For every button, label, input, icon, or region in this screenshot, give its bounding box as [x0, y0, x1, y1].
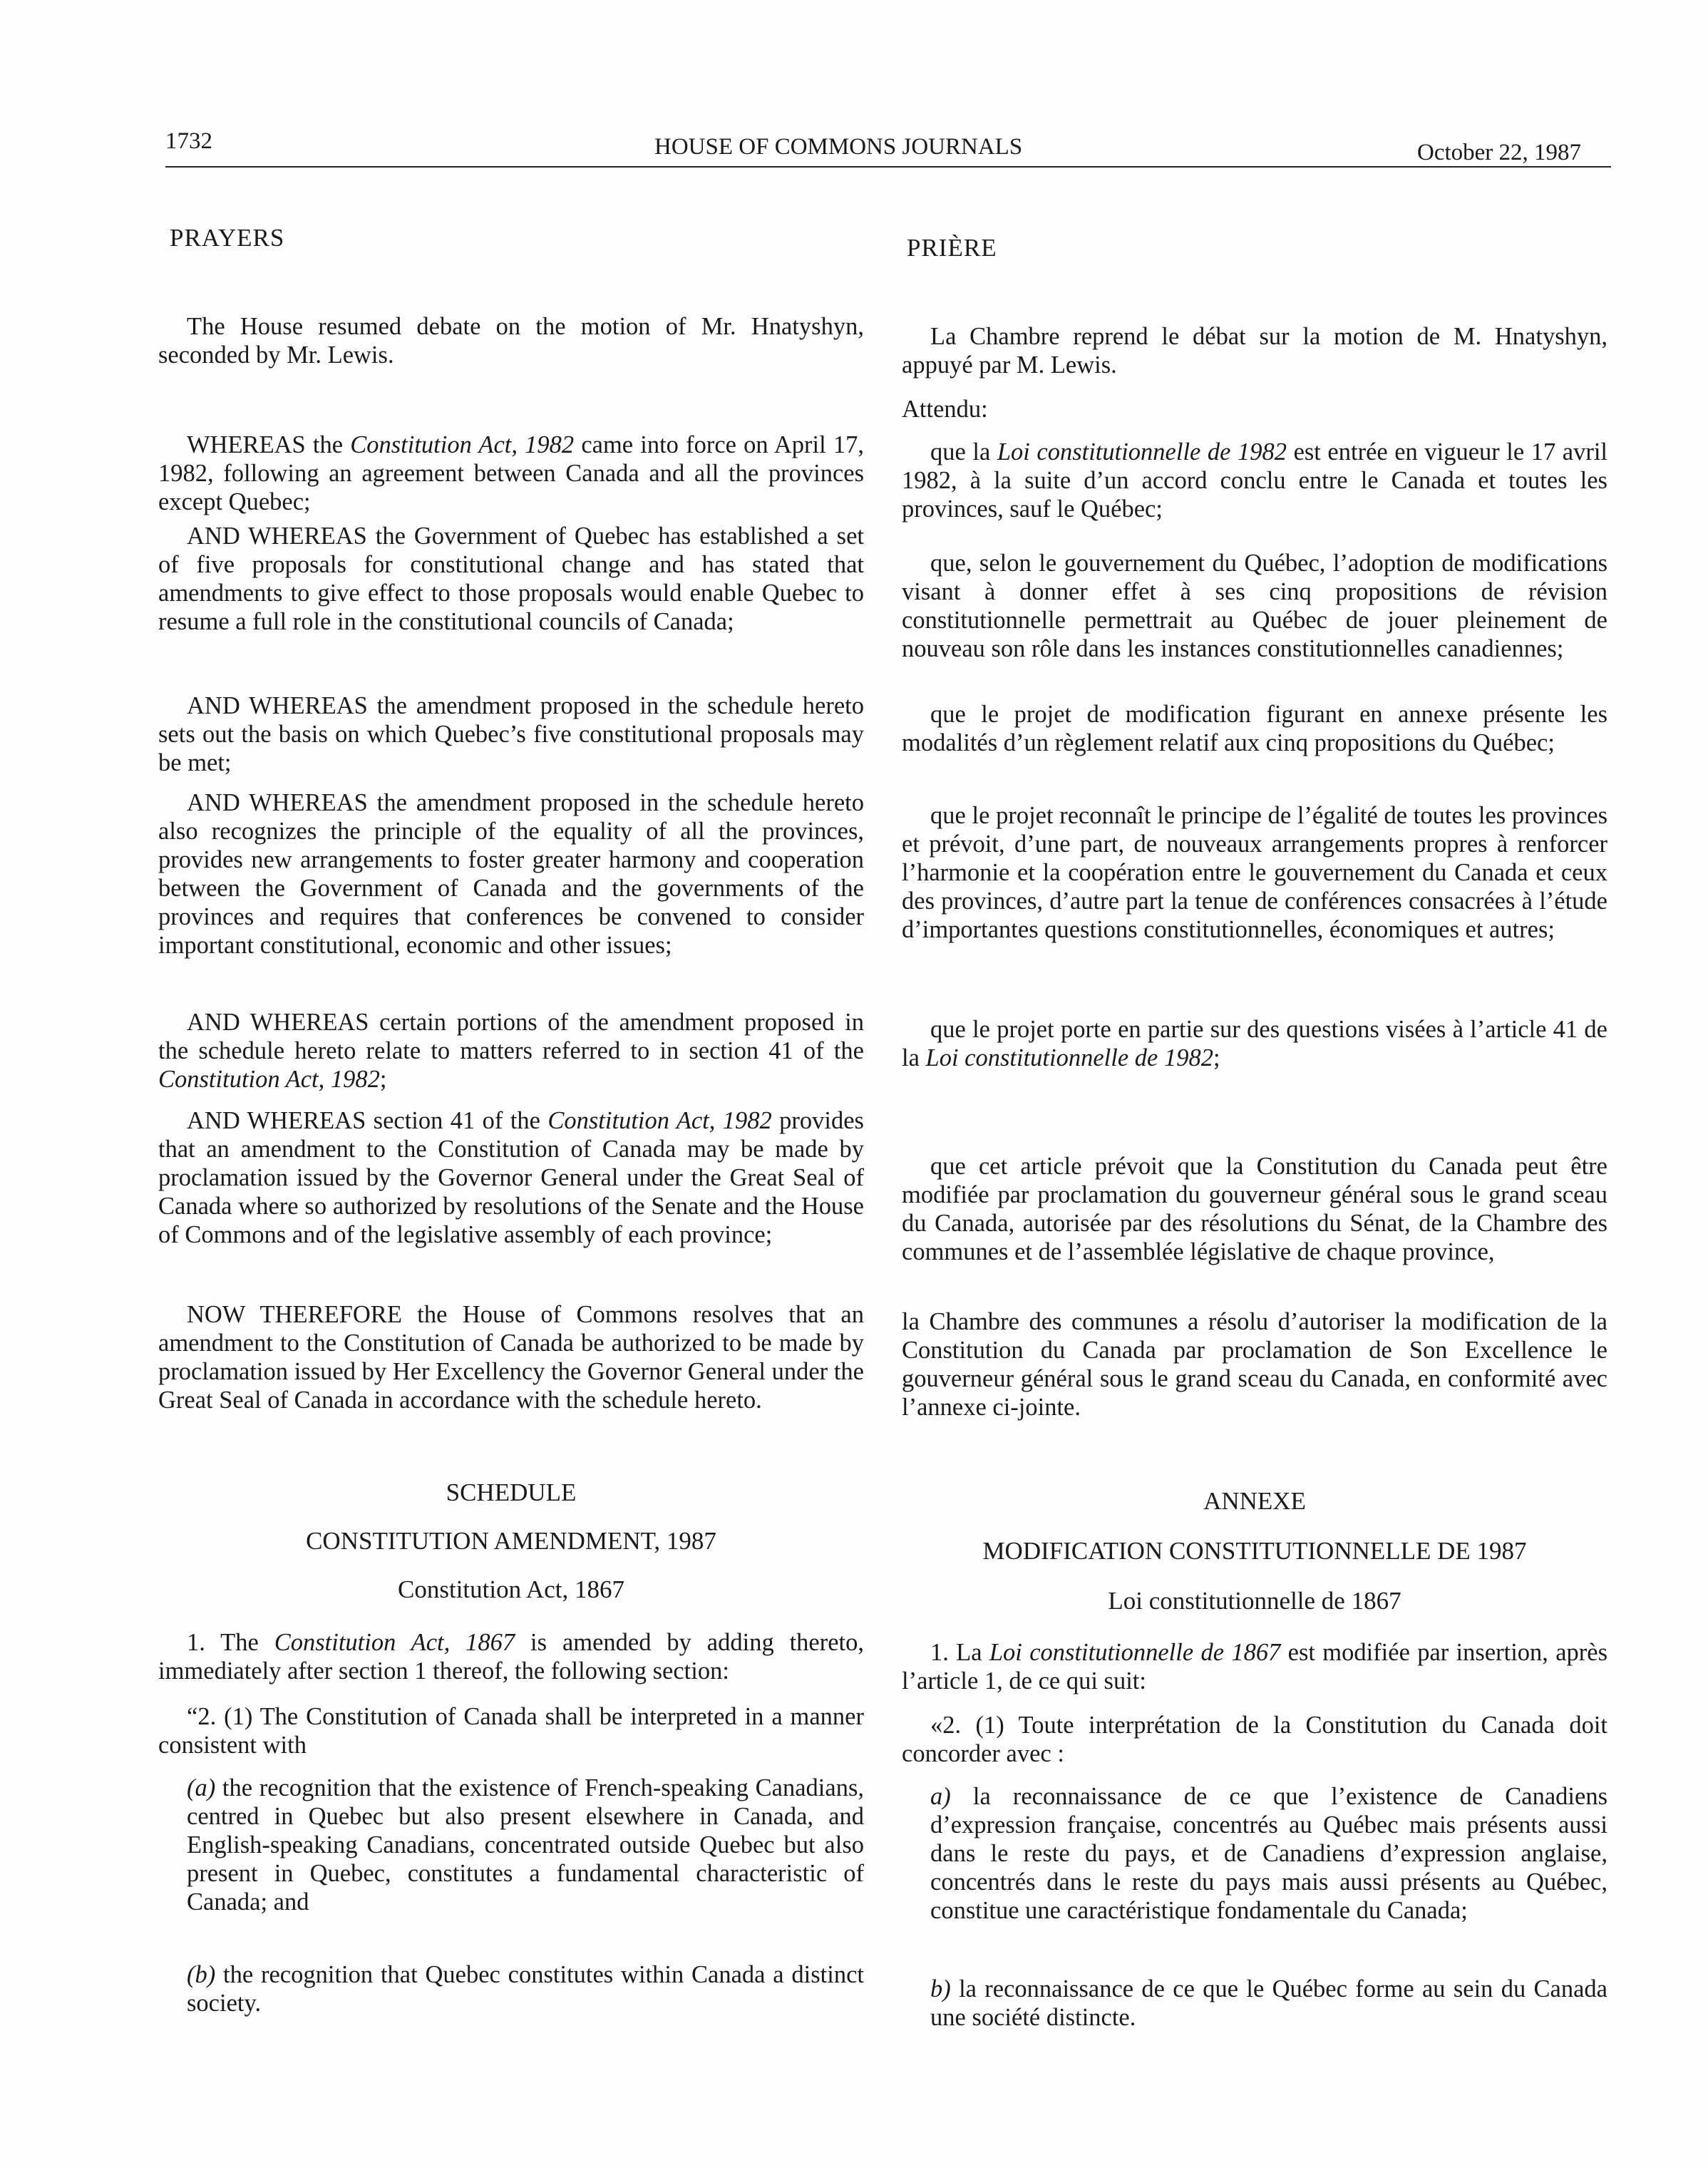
section-1 [158, 1628, 864, 1685]
section-1-a: 1. The [187, 1629, 274, 1656]
journal-title: HOUSE OF COMMONS JOURNALS [654, 134, 1023, 160]
modification-title: MODIFICATION CONSTITUTIONNELLE DE 1987 [982, 1537, 1527, 1565]
reprend-debat: La Chambre reprend le débat sur la motion de M. Hnatyshyn, appuyé par M. Lewis. [902, 323, 1607, 379]
header-rule [165, 166, 1611, 168]
que-1 [902, 438, 1607, 523]
priere-heading: PRIÈRE [907, 234, 997, 262]
whereas-1-act: Constitution Act, 1982 [350, 431, 575, 458]
annexe-heading: ANNEXE [1203, 1487, 1306, 1515]
que-1-act: Loi constitutionnelle de 1982 [997, 438, 1287, 466]
schedule-heading: SCHEDULE [446, 1479, 577, 1506]
que-5-b: ; [1213, 1044, 1220, 1071]
clause-b-text: the recognition that Quebec constitutes within Canada a distinct society. [187, 1961, 864, 2017]
clause-a-mark: (a) [187, 1774, 216, 1801]
alinea-b-mark: b) [930, 1975, 951, 2002]
whereas-5-b: ; [379, 1066, 387, 1093]
alinea-b-text: la reconnaissance de ce que le Québec forme au sein du Canada une société distincte. [930, 1975, 1607, 2031]
que-3: que le projet de modification figurant en annexe présente les modalités d’un règlement relatif aux cinq propositions du Québec; [902, 701, 1607, 756]
alinea-a [902, 1782, 1607, 1925]
whereas-5-a: AND WHEREAS certain portions of the amendment proposed in the schedule hereto relate to matters referred to in section 41 of the [158, 1009, 864, 1064]
whereas-1 [158, 431, 864, 516]
que-4: que le projet reconnaît le principe de l’égalité de toutes les provinces et prévoit, d’une part, de nouveaux arrangements propres à renforcer l’harmonie et la coopération entre le gouvernement du Canada et ceux des provinces, d’autre part la tenue de conférences consacrées à l’étude d’importantes questions constitutionnelles, économiques et autres; [902, 802, 1607, 943]
article-1 [902, 1638, 1607, 1695]
whereas-1-b: came into force on April 17, 1982, following an agreement between Canada and all the provinces except Quebec; [158, 431, 865, 515]
alinea-a-mark: a) [930, 1783, 951, 1810]
article-1-act: Loi constitutionnelle de 1867 [989, 1639, 1281, 1666]
whereas-5-act: Constitution Act, 1982 [158, 1066, 380, 1093]
whereas-5 [158, 1008, 864, 1094]
article-1-b: est modifiée par insertion, après l’article 1, de ce qui suit: [902, 1639, 1608, 1695]
que-5 [902, 1015, 1607, 1072]
whereas-6-a: AND WHEREAS section 41 of the [187, 1107, 548, 1134]
amendment-title: CONSTITUTION AMENDMENT, 1987 [306, 1527, 716, 1555]
prayers-heading: PRAYERS [170, 224, 285, 252]
attendu: Attendu: [902, 396, 988, 423]
alinea-a-text: la reconnaissance de ce que l’existence de Canadiens d’expression française, concentrés au Québec mais présents aussi dans le reste du pays, et de Canadiens d’expression anglaise, concentrés dans le reste du pays mais aussi présents au Québec, constitue une caractéristique fondamentale du Canada; [930, 1783, 1607, 1924]
clause-a-text: the recognition that the existence of French-speaking Canadians, centred in Quebec but also present elsewhere in Canada, and English-speaking Canadians, concentrated outside Quebec but also present in Quebec, constitutes a fundamental characteristic of Canada; and [187, 1774, 864, 1916]
clause-a [158, 1774, 864, 1916]
whereas-6-b: provides that an amendment to the Constitution of Canada may be made by proclamation issued by the Governor General under the Great Seal of Canada where so authorized by resolutions of the Senate and the House of Commons and of the legislative assembly of each province; [158, 1107, 864, 1248]
whereas-2: AND WHEREAS the Government of Quebec has established a set of five proposals for constitutional change and has stated that amendments to give effect to those proposals would enable Quebec to resume a full role in the constitutional councils of Canada; [158, 523, 864, 635]
section-2-intro: “2. (1) The Constitution of Canada shall be interpreted in a manner consistent with [158, 1703, 864, 1759]
que-5-a: que le projet porte en partie sur des questions visées à l’article 41 de la [902, 1016, 1607, 1071]
que-2: que, selon le gouvernement du Québec, l’adoption de modifications visant à donner effet à ses cinq propositions de révision constitutionnelle permettrait au Québec de jouer pleinement de nouveau son rôle dans les instances constitutionnelles canadiennes; [902, 550, 1607, 662]
whereas-6 [158, 1106, 864, 1249]
whereas-4: AND WHEREAS the amendment proposed in the schedule hereto also recognizes the principle of the equality of all the provinces, provides new arrangements to foster greater harmony and cooperation between the Government of Canada and the governments of the provinces and requires that conferences be convened to consider important constitutional, economic and other issues; [158, 789, 864, 959]
act-title: Constitution Act, 1867 [398, 1575, 624, 1603]
resumed-debate: The House resumed debate on the motion of Mr. Hnatyshyn, seconded by Mr. Lewis. [158, 313, 864, 369]
loi-title: Loi constitutionnelle de 1867 [1108, 1587, 1401, 1615]
whereas-6-act: Constitution Act, 1982 [547, 1107, 772, 1134]
section-1-act: Constitution Act, 1867 [274, 1629, 515, 1656]
que-1-b: est entrée en vigueur le 17 avril 1982, à la suite d’un accord conclu entre le Canada et toutes les provinces, sauf le Québec; [902, 438, 1608, 523]
clause-b [158, 1960, 864, 2017]
article-2-intro: «2. (1) Toute interprétation de la Constitution du Canada doit concorder avec : [902, 1712, 1607, 1767]
now-therefore: NOW THEREFORE the House of Commons resolves that an amendment to the Constitution of Canada be authorized to be made by proclamation issued by Her Excellency the Governor General under the Great Seal of Canada in accordance with the schedule hereto. [158, 1301, 864, 1414]
page-number: 1732 [165, 128, 212, 154]
chambre-resolu: la Chambre des communes a résolu d’autoriser la modification de la Constitution du Canada par proclamation de Son Excellence le gouverneur général sous le grand sceau du Canada, en conformité avec l’annexe ci-jointe. [902, 1308, 1607, 1421]
article-1-a: 1. La [930, 1639, 989, 1666]
que-1-a: que la [930, 438, 997, 466]
que-5-act: Loi constitutionnelle de 1982 [925, 1044, 1213, 1071]
whereas-3: AND WHEREAS the amendment proposed in the schedule hereto sets out the basis on which Quebec’s five constitutional proposals may be met; [158, 692, 864, 776]
journal-date: October 22, 1987 [1417, 140, 1582, 165]
que-6: que cet article prévoit que la Constitution du Canada peut être modifiée par proclamation du gouverneur général sous le grand sceau du Canada, autorisée par des résolutions du Sénat, de la Chambre des communes et de l’assemblée législative de chaque province, [902, 1153, 1607, 1265]
clause-b-mark: (b) [187, 1961, 216, 1988]
section-1-b: is amended by adding thereto, immediately after section 1 thereof, the following section: [158, 1629, 865, 1685]
alinea-b [902, 1975, 1607, 2032]
whereas-1-a: WHEREAS the [187, 431, 351, 458]
